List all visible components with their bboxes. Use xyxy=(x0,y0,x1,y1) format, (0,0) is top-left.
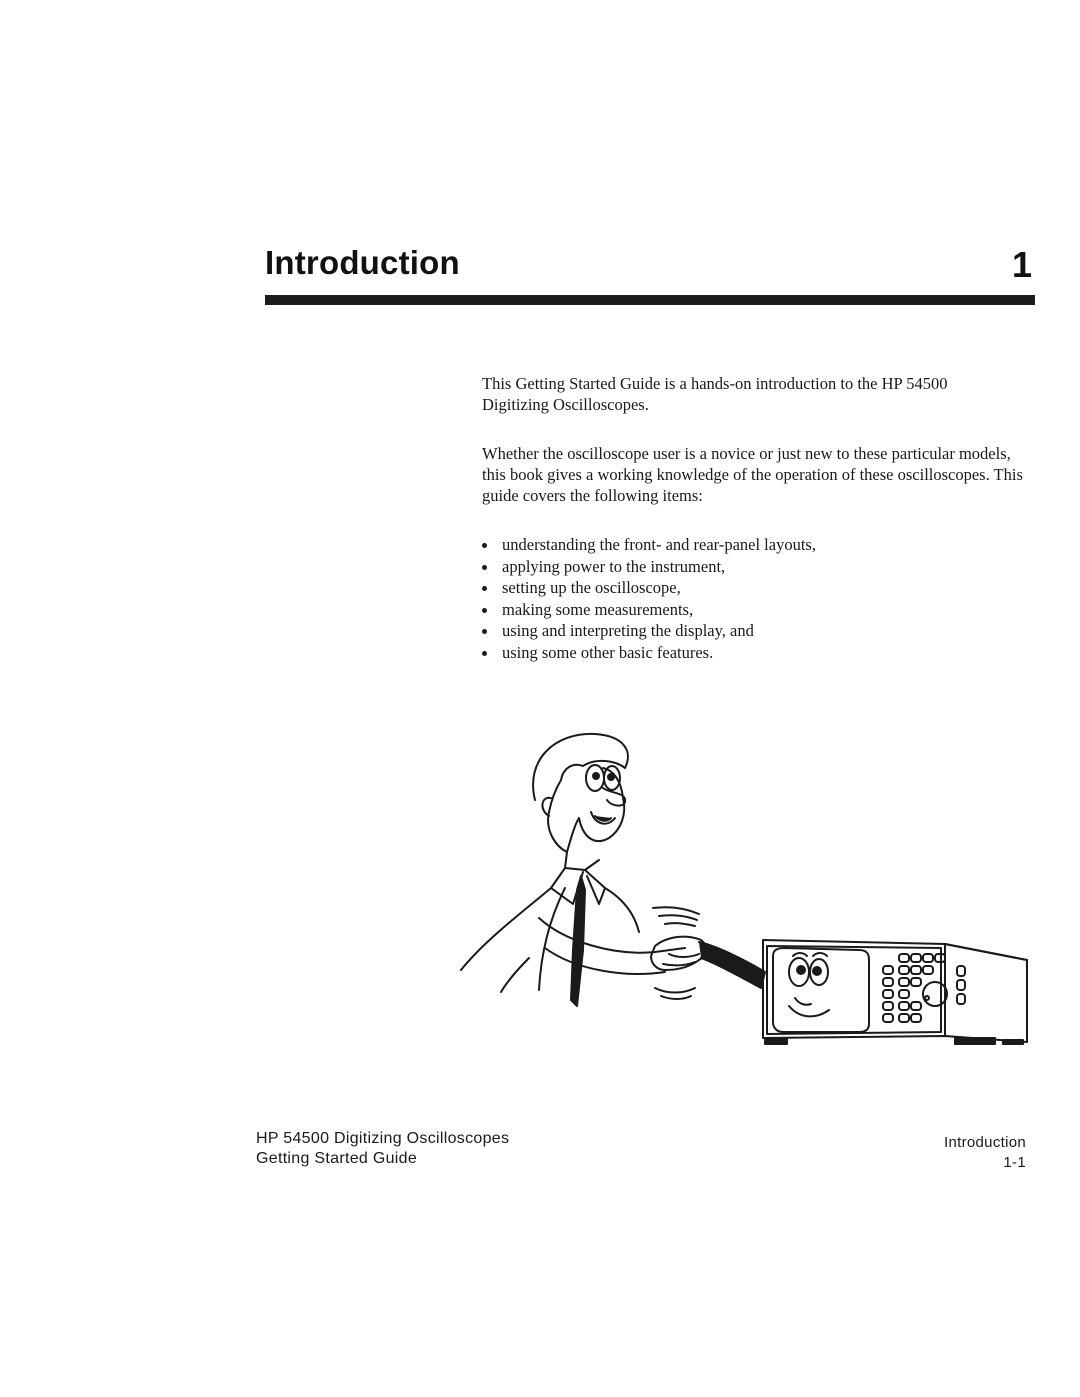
list-item-text: using and interpreting the display, and xyxy=(502,621,754,640)
list-item-text: understanding the front- and rear-panel layouts, xyxy=(502,535,816,554)
footer-guide-title: Getting Started Guide xyxy=(256,1150,418,1167)
bullet-icon xyxy=(482,543,487,548)
footer-publication xyxy=(256,1129,509,1169)
list-item xyxy=(482,577,816,599)
bullet-icon xyxy=(482,586,487,591)
bullet-icon xyxy=(482,651,487,656)
footer-product-title: HP 54500 Digitizing Oscilloscopes xyxy=(256,1130,510,1147)
bullet-icon xyxy=(482,565,487,570)
topics-list xyxy=(482,534,816,663)
bullet-icon xyxy=(482,629,487,634)
footer-chapter-name: Introduction xyxy=(944,1134,1026,1151)
page-number: 1-1 xyxy=(1003,1154,1026,1171)
chapter-title: Introduction xyxy=(265,244,460,281)
audience-paragraph: Whether the oscilloscope user is a novice or just new to these particular models, this book gives a working knowledge of the operation of these oscilloscopes. This guide covers the following items: xyxy=(482,444,1023,505)
bullet-icon xyxy=(482,608,487,613)
list-item-text: making some measurements, xyxy=(502,599,694,619)
list-item xyxy=(482,556,816,578)
list-item xyxy=(482,534,816,556)
list-item xyxy=(482,620,816,642)
list-item xyxy=(482,642,816,664)
list-item-text: setting up the oscilloscope, xyxy=(502,578,681,597)
list-item xyxy=(482,599,816,621)
chapter-number: 1 xyxy=(1012,244,1033,285)
chapter-rule xyxy=(265,295,1035,305)
footer-page-info xyxy=(944,1133,1026,1173)
intro-paragraph: This Getting Started Guide is a hands-on introduction to the HP 54500 Digitizing Oscilloscopes. xyxy=(482,374,948,414)
man-shaking-hands-with-oscilloscope-illustration xyxy=(455,720,1045,1060)
list-item-text: applying power to the instrument, xyxy=(502,556,726,576)
list-item-text: using some other basic features. xyxy=(502,642,714,662)
